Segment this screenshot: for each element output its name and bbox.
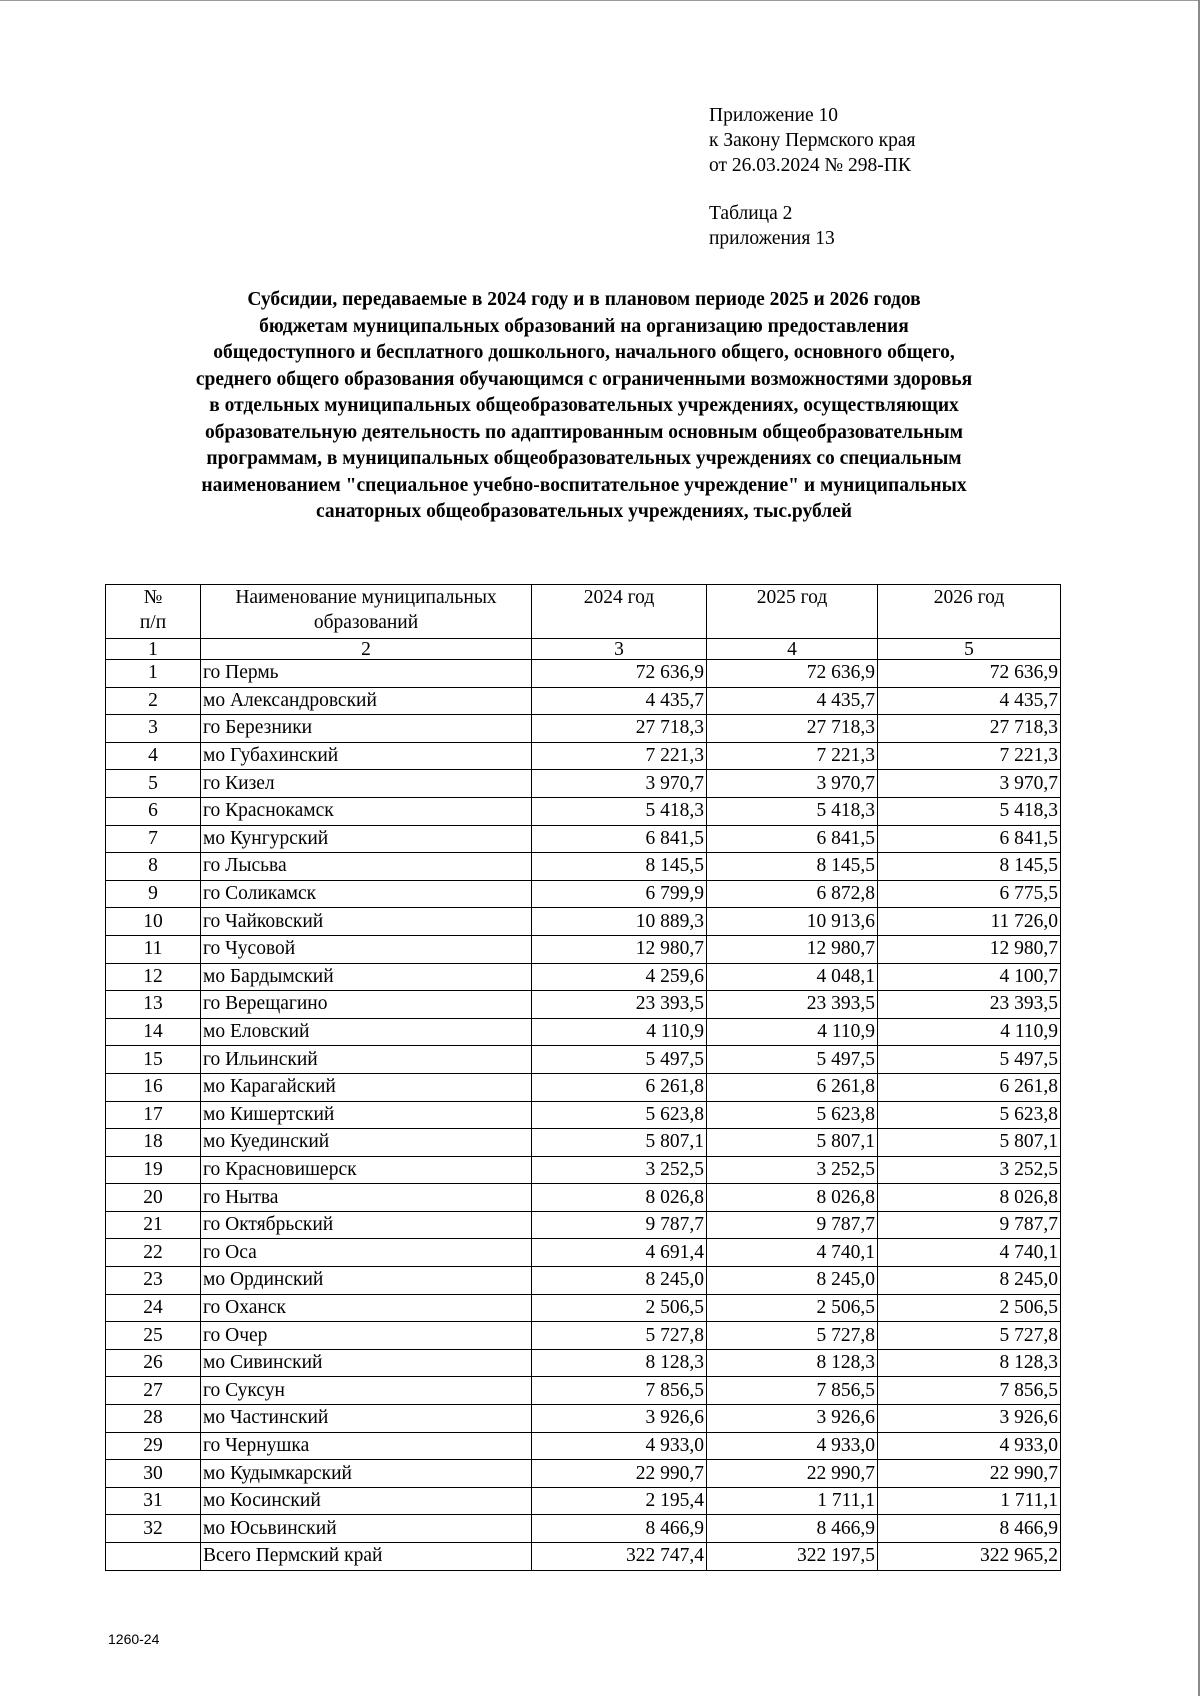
row-number: 9 [106, 880, 201, 908]
value-2025: 6 841,5 [707, 825, 878, 853]
appendix-line-1: Приложение 10 [709, 105, 839, 126]
header-municipality-line-1: Наименование муниципальных [235, 587, 497, 608]
row-number: 4 [106, 742, 201, 770]
municipality-name: мо Александровский [201, 687, 532, 715]
value-2024: 3 926,6 [532, 1405, 707, 1433]
value-2026: 4 740,1 [878, 1239, 1061, 1267]
value-2024: 3 970,7 [532, 770, 707, 798]
table-row [106, 1432, 1061, 1460]
value-2025: 72 636,9 [707, 660, 878, 688]
municipality-name: го Пермь [201, 660, 532, 688]
value-2026: 8 245,0 [878, 1267, 1061, 1295]
row-number: 24 [106, 1294, 201, 1322]
header-2026: 2026 год [878, 585, 1061, 639]
value-2025: 8 026,8 [707, 1184, 878, 1212]
appendix-line-4: Таблица 2 [709, 203, 793, 224]
row-number: 15 [106, 1046, 201, 1074]
row-number: 5 [106, 770, 201, 798]
appendix-line-5: приложения 13 [709, 228, 835, 249]
municipality-name: го Чайковский [201, 908, 532, 936]
value-2025: 23 393,5 [707, 991, 878, 1019]
value-2025: 4 110,9 [707, 1018, 878, 1046]
value-2026: 8 026,8 [878, 1184, 1061, 1212]
value-2025: 4 435,7 [707, 687, 878, 715]
table-row [106, 687, 1061, 715]
municipality-name: мо Карагайский [201, 1073, 532, 1101]
page-edge-top [0, 0, 1200, 1]
value-2026: 5 418,3 [878, 797, 1061, 825]
column-number: 3 [532, 639, 707, 660]
value-2026: 72 636,9 [878, 660, 1061, 688]
row-number: 21 [106, 1211, 201, 1239]
title-line: наименованием "специальное учебно-воспитательное учреждение" и муниципальных [201, 474, 967, 496]
table-row [106, 825, 1061, 853]
value-2024: 22 990,7 [532, 1460, 707, 1488]
value-2026: 8 128,3 [878, 1349, 1061, 1377]
table-row [106, 1515, 1061, 1543]
column-number: 4 [707, 639, 878, 660]
value-2025: 3 970,7 [707, 770, 878, 798]
value-2026: 6 841,5 [878, 825, 1061, 853]
municipality-name: го Лысьва [201, 853, 532, 881]
table-row [106, 660, 1061, 688]
column-number: 2 [201, 639, 532, 660]
column-numbers-row [106, 639, 1061, 660]
value-2024: 2 506,5 [532, 1294, 707, 1322]
table-row [106, 908, 1061, 936]
municipality-name: го Оса [201, 1239, 532, 1267]
municipality-name: мо Частинский [201, 1405, 532, 1433]
value-2024: 4 110,9 [532, 1018, 707, 1046]
row-number: 27 [106, 1377, 201, 1405]
table-row [106, 853, 1061, 881]
table-row [106, 1156, 1061, 1184]
header-number-line-2: п/п [139, 612, 167, 633]
table-row [106, 1487, 1061, 1515]
table-row [106, 1184, 1061, 1212]
table-row [106, 715, 1061, 743]
value-2025: 7 856,5 [707, 1377, 878, 1405]
value-2026: 1 711,1 [878, 1487, 1061, 1515]
value-2024: 322 747,4 [532, 1543, 707, 1571]
header-municipality [201, 585, 532, 639]
title-line: общедоступного и бесплатного дошкольного, начального общего, основного общего, [213, 342, 955, 363]
table-row [106, 1073, 1061, 1101]
value-2026: 11 726,0 [878, 908, 1061, 936]
value-2026: 5 727,8 [878, 1322, 1061, 1350]
table-row [106, 797, 1061, 825]
value-2026: 322 965,2 [878, 1543, 1061, 1571]
table-row [106, 1294, 1061, 1322]
row-number: 13 [106, 991, 201, 1019]
column-number: 1 [106, 639, 201, 660]
value-2024: 7 221,3 [532, 742, 707, 770]
header-2025: 2025 год [707, 585, 878, 639]
table-body [106, 639, 1061, 1571]
municipality-name: мо Сивинский [201, 1349, 532, 1377]
table-row [106, 1129, 1061, 1157]
row-number: 10 [106, 908, 201, 936]
row-number: 31 [106, 1487, 201, 1515]
appendix-reference [709, 103, 915, 251]
header-number [106, 585, 201, 639]
value-2026: 4 110,9 [878, 1018, 1061, 1046]
table-row [106, 742, 1061, 770]
value-2024: 72 636,9 [532, 660, 707, 688]
municipality-name: го Краснокамск [201, 797, 532, 825]
municipality-name: го Кизел [201, 770, 532, 798]
table-row [106, 1349, 1061, 1377]
table-row [106, 1267, 1061, 1295]
value-2025: 3 252,5 [707, 1156, 878, 1184]
row-number: 20 [106, 1184, 201, 1212]
appendix-line-3: от 26.03.2024 № 298-ПК [709, 155, 911, 176]
value-2026: 27 718,3 [878, 715, 1061, 743]
appendix-line-2: к Закону Пермского края [709, 130, 916, 151]
table-row [106, 1377, 1061, 1405]
value-2026: 8 466,9 [878, 1515, 1061, 1543]
value-2025: 4 740,1 [707, 1239, 878, 1267]
value-2026: 23 393,5 [878, 991, 1061, 1019]
value-2025: 8 245,0 [707, 1267, 878, 1295]
value-2024: 4 933,0 [532, 1432, 707, 1460]
value-2026: 7 856,5 [878, 1377, 1061, 1405]
municipality-name: мо Косинский [201, 1487, 532, 1515]
row-number: 6 [106, 797, 201, 825]
table-row [106, 1405, 1061, 1433]
value-2024: 27 718,3 [532, 715, 707, 743]
table-row [106, 991, 1061, 1019]
municipality-name: го Чернушка [201, 1432, 532, 1460]
table-row [106, 1101, 1061, 1129]
municipality-name: мо Кунгурский [201, 825, 532, 853]
value-2024: 9 787,7 [532, 1211, 707, 1239]
title-line: в отдельных муниципальных общеобразовательных учреждениях, осуществляющих [209, 395, 959, 416]
value-2024: 5 623,8 [532, 1101, 707, 1129]
value-2026: 9 787,7 [878, 1211, 1061, 1239]
value-2025: 8 128,3 [707, 1349, 878, 1377]
value-2024: 6 261,8 [532, 1073, 707, 1101]
header-2024: 2024 год [532, 585, 707, 639]
value-2024: 6 799,9 [532, 880, 707, 908]
value-2026: 3 252,5 [878, 1156, 1061, 1184]
value-2025: 5 623,8 [707, 1101, 878, 1129]
value-2026: 4 933,0 [878, 1432, 1061, 1460]
row-number: 32 [106, 1515, 201, 1543]
value-2024: 4 259,6 [532, 963, 707, 991]
value-2026: 8 145,5 [878, 853, 1061, 881]
value-2025: 8 466,9 [707, 1515, 878, 1543]
municipality-name: го Верещагино [201, 991, 532, 1019]
value-2024: 4 691,4 [532, 1239, 707, 1267]
value-2024: 8 145,5 [532, 853, 707, 881]
document-title [120, 287, 1048, 526]
title-line: бюджетам муниципальных образований на организацию предоставления [259, 315, 909, 337]
row-number: 30 [106, 1460, 201, 1488]
value-2025: 4 933,0 [707, 1432, 878, 1460]
value-2025: 5 727,8 [707, 1322, 878, 1350]
municipality-name: мо Еловский [201, 1018, 532, 1046]
row-number: 25 [106, 1322, 201, 1350]
municipality-name: мо Юсьвинский [201, 1515, 532, 1543]
row-number: 1 [106, 660, 201, 688]
header-municipality-line-2: образований [313, 612, 419, 633]
value-2026: 5 497,5 [878, 1046, 1061, 1074]
value-2026: 2 506,5 [878, 1294, 1061, 1322]
municipality-name: Всего Пермский край [201, 1543, 532, 1571]
municipality-name: го Октябрьский [201, 1211, 532, 1239]
value-2024: 7 856,5 [532, 1377, 707, 1405]
value-2026: 5 623,8 [878, 1101, 1061, 1129]
title-line: программам, в муниципальных общеобразовательных учреждениях со специальным [206, 448, 962, 469]
row-number: 18 [106, 1129, 201, 1157]
row-number: 7 [106, 825, 201, 853]
value-2025: 27 718,3 [707, 715, 878, 743]
row-number [106, 1543, 201, 1571]
table-row [106, 1211, 1061, 1239]
value-2024: 12 980,7 [532, 935, 707, 963]
row-number: 14 [106, 1018, 201, 1046]
value-2025: 2 506,5 [707, 1294, 878, 1322]
row-number: 22 [106, 1239, 201, 1267]
municipality-name: мо Куединский [201, 1129, 532, 1157]
row-number: 23 [106, 1267, 201, 1295]
value-2024: 6 841,5 [532, 825, 707, 853]
title-line: санаторных общеобразовательных учреждениях, тыс.рублей [315, 501, 853, 522]
value-2024: 3 252,5 [532, 1156, 707, 1184]
value-2024: 23 393,5 [532, 991, 707, 1019]
value-2025: 5 807,1 [707, 1129, 878, 1157]
municipality-name: го Березники [201, 715, 532, 743]
row-number: 28 [106, 1405, 201, 1433]
municipality-name: мо Кишертский [201, 1101, 532, 1129]
value-2024: 5 727,8 [532, 1322, 707, 1350]
municipality-name: го Чусовой [201, 935, 532, 963]
value-2026: 7 221,3 [878, 742, 1061, 770]
value-2025: 12 980,7 [707, 935, 878, 963]
municipality-name: мо Кудымкарский [201, 1460, 532, 1488]
value-2026: 4 100,7 [878, 963, 1061, 991]
municipality-name: го Красновишерск [201, 1156, 532, 1184]
value-2026: 12 980,7 [878, 935, 1061, 963]
row-number: 2 [106, 687, 201, 715]
row-number: 16 [106, 1073, 201, 1101]
row-number: 11 [106, 935, 201, 963]
value-2024: 5 807,1 [532, 1129, 707, 1157]
table-row [106, 880, 1061, 908]
table-row [106, 1239, 1061, 1267]
municipality-name: го Ильинский [201, 1046, 532, 1074]
value-2024: 2 195,4 [532, 1487, 707, 1515]
municipality-name: мо Ординский [201, 1267, 532, 1295]
municipality-name: го Нытва [201, 1184, 532, 1212]
municipality-name: мо Бардымский [201, 963, 532, 991]
header-number-line-1: № [143, 587, 163, 608]
document-code: 1260-24 [108, 1631, 160, 1647]
value-2024: 8 128,3 [532, 1349, 707, 1377]
municipality-name: го Оханск [201, 1294, 532, 1322]
value-2025: 7 221,3 [707, 742, 878, 770]
total-row [106, 1543, 1061, 1571]
row-number: 17 [106, 1101, 201, 1129]
value-2025: 9 787,7 [707, 1211, 878, 1239]
row-number: 3 [106, 715, 201, 743]
value-2024: 8 026,8 [532, 1184, 707, 1212]
value-2024: 10 889,3 [532, 908, 707, 936]
value-2026: 5 807,1 [878, 1129, 1061, 1157]
row-number: 26 [106, 1349, 201, 1377]
table-row [106, 1322, 1061, 1350]
value-2026: 22 990,7 [878, 1460, 1061, 1488]
title-line: среднего общего образования обучающимся с ограниченными возможностями здоровья [195, 368, 973, 390]
value-2025: 22 990,7 [707, 1460, 878, 1488]
table-row [106, 963, 1061, 991]
appendix-spacer [709, 178, 915, 201]
row-number: 12 [106, 963, 201, 991]
value-2024: 5 497,5 [532, 1046, 707, 1074]
value-2025: 5 418,3 [707, 797, 878, 825]
value-2026: 6 775,5 [878, 880, 1061, 908]
title-line: Субсидии, передаваемые в 2024 году и в плановом периоде 2025 и 2026 годов [247, 289, 921, 310]
value-2026: 4 435,7 [878, 687, 1061, 715]
value-2025: 3 926,6 [707, 1405, 878, 1433]
municipality-name: го Соликамск [201, 880, 532, 908]
value-2024: 5 418,3 [532, 797, 707, 825]
table-row [106, 935, 1061, 963]
value-2025: 6 872,8 [707, 880, 878, 908]
value-2026: 6 261,8 [878, 1073, 1061, 1101]
value-2025: 8 145,5 [707, 853, 878, 881]
title-line: образовательную деятельность по адаптированным основным общеобразовательным [204, 421, 964, 443]
value-2024: 4 435,7 [532, 687, 707, 715]
value-2024: 8 466,9 [532, 1515, 707, 1543]
column-number: 5 [878, 639, 1061, 660]
value-2025: 4 048,1 [707, 963, 878, 991]
value-2026: 3 970,7 [878, 770, 1061, 798]
table-row [106, 1046, 1061, 1074]
municipality-name: го Очер [201, 1322, 532, 1350]
row-number: 19 [106, 1156, 201, 1184]
value-2025: 1 711,1 [707, 1487, 878, 1515]
subsidies-table [105, 584, 1061, 1571]
value-2026: 3 926,6 [878, 1405, 1061, 1433]
value-2025: 5 497,5 [707, 1046, 878, 1074]
municipality-name: мо Губахинский [201, 742, 532, 770]
row-number: 29 [106, 1432, 201, 1460]
value-2025: 10 913,6 [707, 908, 878, 936]
value-2025: 322 197,5 [707, 1543, 878, 1571]
table-row [106, 1018, 1061, 1046]
value-2024: 8 245,0 [532, 1267, 707, 1295]
municipality-name: го Суксун [201, 1377, 532, 1405]
row-number: 8 [106, 853, 201, 881]
table-header-row [106, 585, 1061, 639]
table-row [106, 770, 1061, 798]
table-row [106, 1460, 1061, 1488]
value-2025: 6 261,8 [707, 1073, 878, 1101]
